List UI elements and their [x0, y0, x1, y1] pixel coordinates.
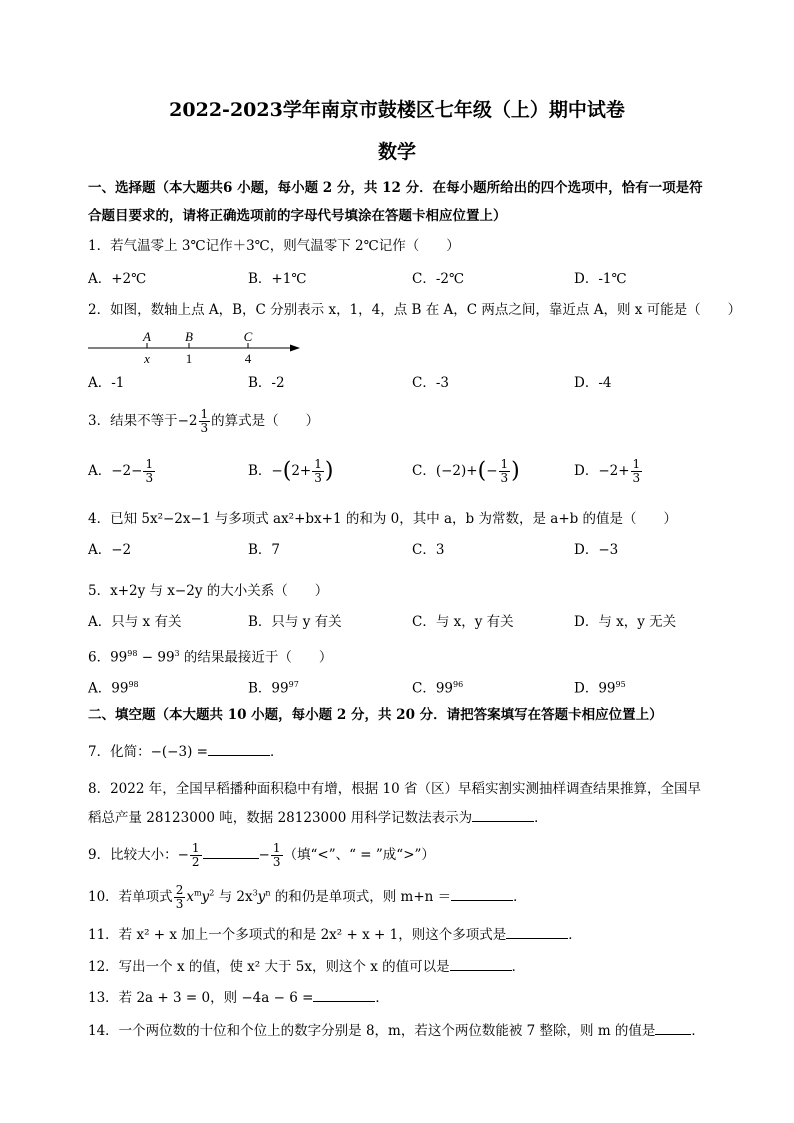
question-5-stem: 5．x+2y 与 x−2y 的大小关系（ ） [88, 583, 329, 599]
point-label-a: A [143, 330, 151, 344]
question-3-option-c: C．(−2)+(− $\frac{1}{3}$ ) [412, 457, 520, 485]
question-1-option-c: C．-2℃ [412, 271, 465, 287]
answer-blank [313, 989, 375, 1002]
question-6-option-b: B．$99^{97}$ [248, 680, 299, 697]
section2-instructions: 二、填空题（本大题共 10 小题，每小题 2 分，共 20 分．请把答案填写在答题卡相应位置上） [88, 707, 663, 723]
question-1-stem: 1．若气温零上 3℃记作＋3℃，则气温零下 2℃记作（ ） [88, 238, 460, 254]
point-value-a: x [144, 351, 150, 366]
point-value-c: 4 [244, 351, 252, 366]
question-8-line1: 8．2022 年，全国早稻播种面积稳中有增，根据 10 省（区）早稻实割实测抽样调查结果推算，全国早 [88, 781, 701, 797]
question-6-stem: 6．$99^{98} - 99^3$ 的结果最接近于（ ） [88, 649, 333, 666]
point-value-b: 1 [185, 351, 193, 366]
exam-subject: 数学 [377, 141, 416, 163]
question-9-stem: 9．比较大小：− $\frac{1}{2}$ − $\frac{1}{3}$ （填“<”、“ = ”成“>”） [88, 841, 435, 869]
question-4-option-b: B．7 [248, 542, 281, 558]
question-4-option-d: D．−3 [574, 542, 619, 558]
answer-blank [208, 743, 270, 756]
point-label-b: B [185, 330, 193, 344]
number-line-arrow-icon [290, 345, 300, 352]
question-5-option-b: B．只与 y 有关 [248, 614, 342, 630]
question-12-stem: 12．写出一个 x 的值，使 x² 大于 5x，则这个 x 的值可以是 ． [88, 959, 526, 975]
question-7-stem: 7．化简：−(−3) = ． [88, 744, 284, 760]
question-3-stem: 3．结果不等于−2 $\frac{1}{3}$ 的算式是（ ） [88, 407, 320, 435]
question-2-stem: 2．如图，数轴上点 A，B，C 分别表示 x，1，4，点 B 在 A，C 两点之间，靠近点 A，则 x 可能是（ ） [88, 302, 742, 318]
question-5-option-c: C．与 x，y 有关 [412, 614, 514, 630]
answer-blank [506, 926, 568, 939]
number-line-figure [88, 330, 308, 370]
section1-instructions-line1: 一、选择题（本大题共6 小题，每小题 2 分，共 12 分．在每小题所给出的四个选项中，恰有一项是符 [88, 180, 703, 196]
section1-instructions-line2: 合题目要求的，请将正确选项前的字母代号填涂在答题卡相应位置上） [88, 208, 507, 224]
answer-blank [203, 846, 259, 859]
question-1-option-a: A．+2℃ [88, 271, 147, 287]
question-2-option-d: D．-4 [574, 375, 612, 391]
question-3-option-d: D．−2+ $\frac{1}{3}$ [574, 457, 641, 485]
question-2-option-c: C．-3 [412, 375, 449, 391]
question-4-option-a: A．−2 [88, 542, 132, 558]
question-11-stem: 11．若 x² + x 加上一个多项式的和是 2x² + x + 1，则这个多项式是 ． [88, 927, 582, 943]
question-6-option-d: D．$99^{95}$ [574, 680, 626, 697]
question-4-stem: 4．已知 5x²−2x−1 与多项式 ax²+bx+1 的和为 0，其中 a，b 为常数，是 a+b 的值是（ ） [88, 511, 678, 527]
question-1-option-d: D．-1℃ [574, 271, 627, 287]
exam-title: 2022-2023学年南京市鼓楼区七年级（上）期中试卷 [169, 99, 625, 121]
answer-blank [451, 888, 513, 901]
question-14-stem: 14．一个两位数的十位和个位上的数字分别是 8，m，若这个两位数能被 7 整除，则 m 的值是 ． [88, 1023, 705, 1039]
question-1-option-b: B．+1℃ [248, 271, 307, 287]
question-3-option-b: B．−(2+ $\frac{1}{3}$ ) [248, 457, 334, 485]
question-6-option-a: A．$99^{98}$ [88, 680, 139, 697]
answer-blank [655, 1022, 691, 1035]
question-13-stem: 13．若 2a + 3 = 0，则 −4a − 6 = ． [88, 990, 389, 1006]
answer-blank [450, 958, 512, 971]
question-5-option-a: A．只与 x 有关 [88, 614, 182, 630]
question-2-option-b: B．-2 [248, 375, 285, 391]
question-5-option-d: D．与 x，y 无关 [574, 614, 677, 630]
point-label-c: C [243, 330, 253, 344]
answer-blank [472, 809, 534, 822]
question-10-stem: 10．若单项式 $\frac{2}{3}$ $x^my^2$ 与 $2x^3y^n$ 的和仍是单项式，则 m+n ＝ ． [88, 883, 527, 911]
question-4-option-c: C．3 [412, 542, 445, 558]
question-2-option-a: A．-1 [88, 375, 125, 391]
question-6-option-c: C．$99^{96}$ [412, 680, 464, 697]
question-3-option-a: A．−2− $\frac{1}{3}$ [88, 457, 154, 485]
question-8-line2: 稻总产量 28123000 吨，数据 28123000 用科学记数法表示为 ． [88, 810, 548, 826]
